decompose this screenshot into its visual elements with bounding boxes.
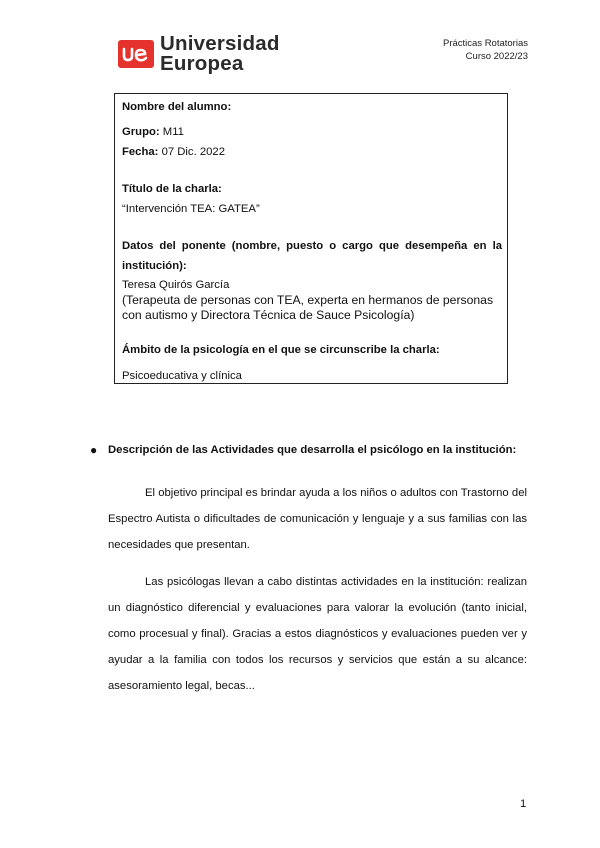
paragraph-line: El objetivo principal es brindar ayuda a los niños o adultos con Trastorno del	[145, 487, 527, 499]
group-value: M11	[162, 126, 184, 138]
logo-line-2: Europea	[160, 52, 244, 75]
psychology-scope-label: Ámbito de la psicología en el que se circunscribe la charla:	[122, 344, 440, 356]
speaker-description-line-2: con autismo y Directora Técnica de Sauce Psicología)	[122, 308, 415, 322]
group-label: Grupo:	[122, 126, 160, 138]
paragraph-line: asesoramiento legal, becas...	[108, 680, 255, 692]
paragraph-line: un diagnóstico diferencial y evaluaciones para valorar la evolución (tanto inicial,	[108, 602, 527, 614]
date-row	[122, 146, 225, 158]
header-course-info	[443, 37, 528, 63]
bullet-icon: ●	[90, 443, 98, 457]
date-label: Fecha:	[122, 146, 159, 158]
talk-title-value: “Intervención TEA: GATEA”	[122, 203, 260, 215]
page-number: 1	[520, 798, 527, 810]
university-logo	[118, 34, 280, 74]
speaker-data-label-line-1: Datos del ponente (nombre, puesto o cargo que desempeña en la	[122, 240, 502, 252]
ue-logo-mark-icon	[118, 40, 154, 68]
paragraph-line: Las psicólogas llevan a cabo distintas actividades en la institución: realizan	[145, 576, 527, 588]
date-value: 07 Dic. 2022	[161, 146, 225, 158]
paragraph-line: necesidades que presentan.	[108, 539, 250, 551]
header-practice-title: Prácticas Rotatorias	[442, 38, 528, 49]
paragraph-line: Espectro Autista o dificultades de comunicación y lenguaje y a sus familias con las	[108, 513, 527, 525]
talk-title-label: Título de la charla:	[122, 183, 222, 195]
logo-line-1: Universidad	[160, 32, 280, 55]
speaker-description-line-1: (Terapeuta de personas con TEA, experta en hermanos de personas	[122, 293, 494, 307]
group-row	[122, 126, 184, 138]
student-info-box	[114, 93, 508, 384]
psychology-scope-value: Psicoeducativa y clínica	[122, 370, 242, 382]
section-title: Descripción de las Actividades que desarrolla el psicólogo en la institución:	[108, 444, 517, 456]
student-name-label: Nombre del alumno:	[122, 101, 232, 113]
paragraph-line: como procesual y final). Gracias a estos diagnósticos y evaluaciones pueden ver y	[108, 628, 527, 640]
speaker-name: Teresa Quirós García	[122, 279, 230, 291]
speaker-data-label-line-2: institución):	[122, 260, 187, 272]
paragraph-line: ayudar a la familia con todos los recursos y servicios que están a su alcance:	[108, 654, 527, 666]
header-course-year: Curso 2022/23	[465, 51, 528, 62]
